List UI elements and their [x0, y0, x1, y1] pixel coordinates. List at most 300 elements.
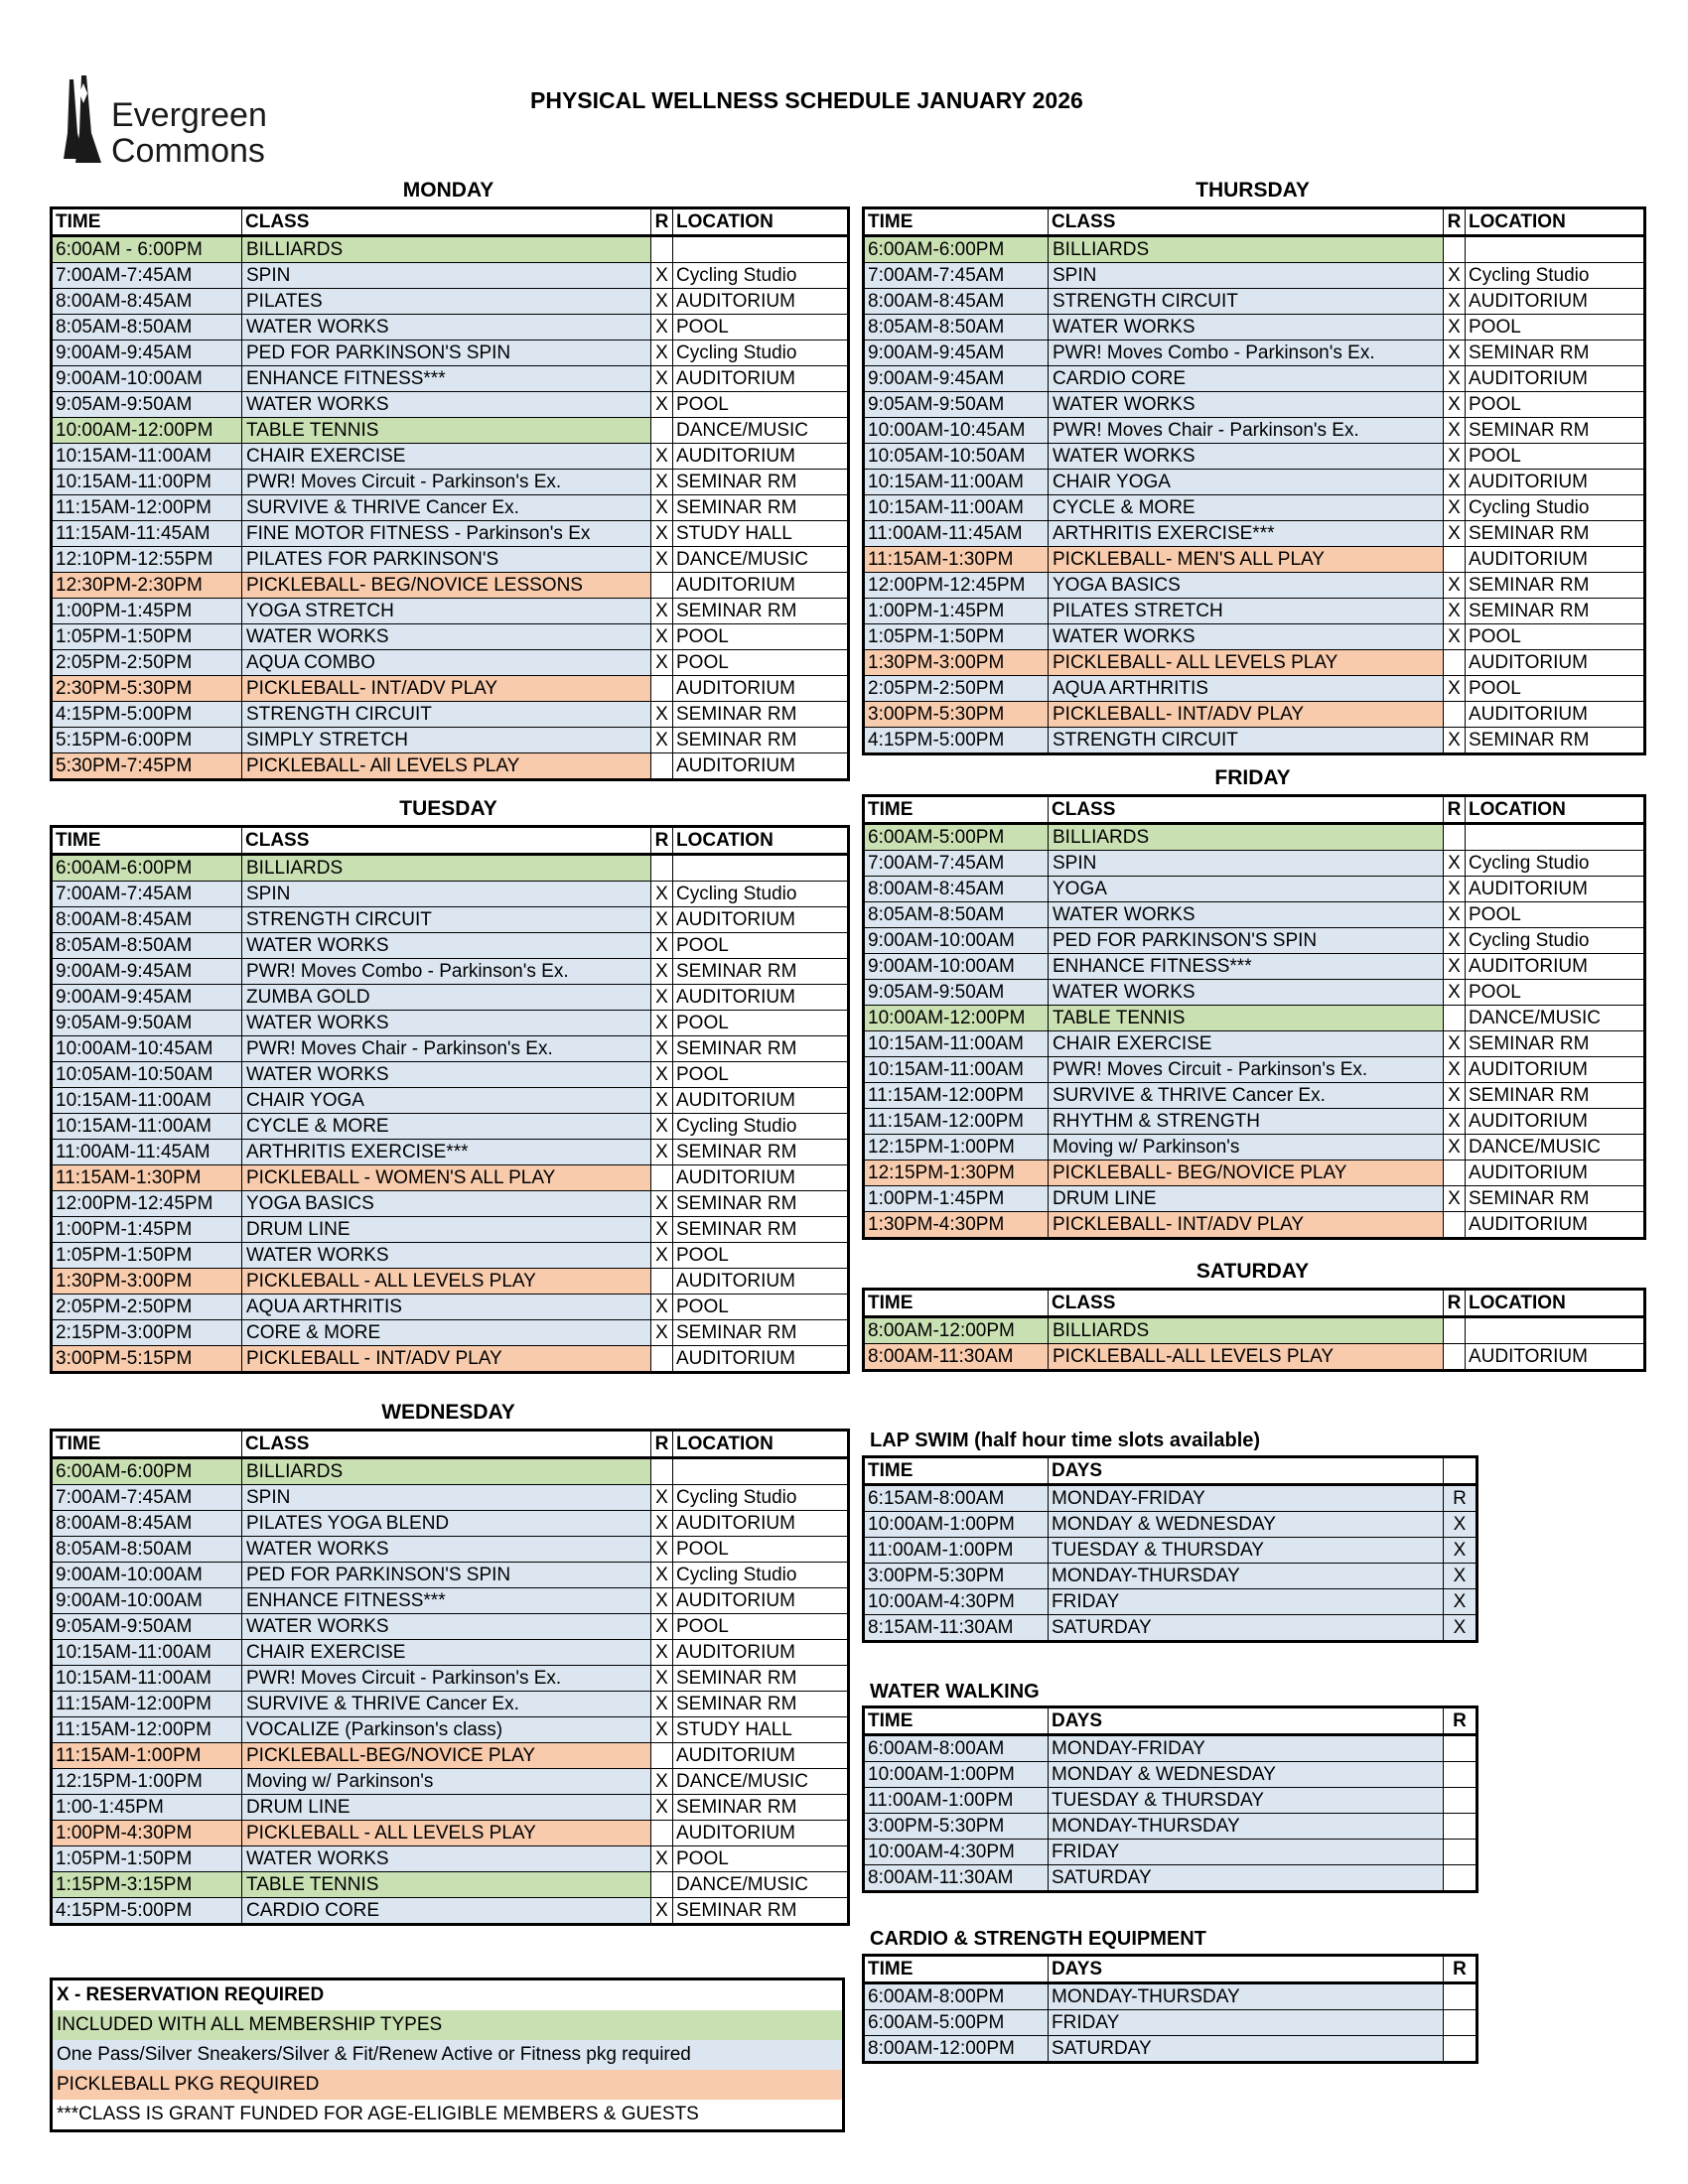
time-cell: 8:00AM-11:30AM: [864, 1344, 1049, 1371]
time-cell: 9:00AM-10:00AM: [52, 366, 242, 392]
class-cell: SURVIVE & THRIVE Cancer Ex.: [242, 495, 651, 521]
column-header: TIME: [52, 208, 242, 236]
days-cell: TUESDAY & THURSDAY: [1049, 1538, 1444, 1564]
reservation-cell: X: [651, 702, 673, 728]
time-cell: 9:00AM-9:45AM: [864, 341, 1049, 366]
reservation-cell: X: [651, 882, 673, 907]
reservation-cell: [651, 1269, 673, 1295]
reservation-cell: X: [651, 1769, 673, 1795]
time-cell: 1:00-1:45PM: [52, 1795, 242, 1821]
legend-pass: One Pass/Silver Sneakers/Silver & Fit/Renew Active or Fitness pkg required: [53, 2040, 842, 2070]
schedule-row: [864, 928, 1645, 954]
time-cell: 4:15PM-5:00PM: [52, 702, 242, 728]
schedule-row: [864, 1762, 1477, 1788]
reservation-cell: X: [651, 444, 673, 470]
schedule-row: [864, 1589, 1477, 1615]
class-cell: PICKLEBALL- MEN'S ALL PLAY: [1049, 547, 1444, 573]
location-cell: [1466, 824, 1645, 851]
reservation-cell: X: [1444, 1109, 1466, 1135]
reservation-cell: X: [1444, 418, 1466, 444]
reservation-cell: [651, 1165, 673, 1191]
location-cell: SEMINAR RM: [1466, 728, 1645, 754]
schedule-row: [864, 1735, 1477, 1762]
time-cell: 8:05AM-8:50AM: [52, 1537, 242, 1563]
location-cell: POOL: [1466, 444, 1645, 470]
location-cell: AUDITORIUM: [673, 907, 849, 933]
class-cell: PICKLEBALL - INT/ADV PLAY: [242, 1346, 651, 1373]
schedule-row: [864, 341, 1645, 366]
time-cell: 11:15AM-12:00PM: [864, 1109, 1049, 1135]
schedule-row: [864, 902, 1645, 928]
schedule-row: [864, 236, 1645, 263]
location-cell: Cycling Studio: [673, 1485, 849, 1511]
class-cell: CHAIR EXERCISE: [1049, 1031, 1444, 1057]
schedule-row: [52, 882, 849, 907]
schedule-row: [864, 315, 1645, 341]
time-cell: 11:15AM-11:45AM: [52, 521, 242, 547]
schedule-row: [52, 315, 849, 341]
header-row: [52, 1431, 849, 1458]
schedule-row: [864, 650, 1645, 676]
reservation-cell: X: [1444, 728, 1466, 754]
class-cell: CARDIO CORE: [1049, 366, 1444, 392]
reservation-cell: [1444, 1317, 1466, 1344]
schedule-row: [864, 1983, 1477, 2010]
time-cell: 1:00PM-1:45PM: [52, 599, 242, 624]
reservation-cell: X: [1444, 980, 1466, 1006]
cardio-table: [862, 1954, 1476, 2064]
schedule-row: [52, 907, 849, 933]
schedule-row: [52, 1614, 849, 1640]
header-row: [864, 1956, 1477, 1983]
logo-line-1: Evergreen: [111, 96, 267, 134]
location-cell: AUDITORIUM: [673, 1511, 849, 1537]
class-cell: PICKLEBALL - ALL LEVELS PLAY: [242, 1269, 651, 1295]
reservation-cell: X: [651, 1191, 673, 1217]
reservation-cell: [651, 1458, 673, 1485]
schedule-row: [52, 1872, 849, 1898]
class-cell: CORE & MORE: [242, 1320, 651, 1346]
time-cell: 10:00AM-1:00PM: [864, 1762, 1049, 1788]
class-cell: PWR! Moves Circuit - Parkinson's Ex.: [1049, 1057, 1444, 1083]
time-cell: 8:05AM-8:50AM: [52, 933, 242, 959]
legend-reservation: X - RESERVATION REQUIRED: [57, 1984, 325, 2005]
legend-grant: ***CLASS IS GRANT FUNDED FOR AGE-ELIGIBLE MEMBERS & GUESTS: [57, 2104, 699, 2124]
tuesday-table: [50, 825, 847, 1374]
column-header: R: [651, 827, 673, 855]
reservation-cell: X: [1444, 1512, 1477, 1538]
reservation-cell: X: [1444, 263, 1466, 289]
schedule-row: [864, 1212, 1645, 1239]
class-cell: PILATES YOGA BLEND: [242, 1511, 651, 1537]
location-cell: POOL: [673, 315, 849, 341]
reservation-cell: X: [651, 392, 673, 418]
time-cell: 2:15PM-3:00PM: [52, 1320, 242, 1346]
column-header: DAYS: [1049, 1457, 1444, 1485]
reservation-cell: [651, 1872, 673, 1898]
location-cell: POOL: [1466, 315, 1645, 341]
time-cell: 11:00AM-11:45AM: [864, 521, 1049, 547]
reservation-cell: X: [1444, 1083, 1466, 1109]
monday-table: [50, 206, 847, 781]
schedule-row: [52, 1743, 849, 1769]
reservation-cell: X: [651, 1485, 673, 1511]
reservation-cell: X: [1444, 1057, 1466, 1083]
wednesday-table: [50, 1429, 847, 1926]
schedule-row: [52, 341, 849, 366]
schedule-row: [864, 1083, 1645, 1109]
column-header: CLASS: [242, 1431, 651, 1458]
schedule-row: [864, 624, 1645, 650]
schedule-row: [52, 1769, 849, 1795]
time-cell: 11:15AM-12:00PM: [52, 495, 242, 521]
schedule-row: [52, 392, 849, 418]
location-cell: DANCE/MUSIC: [673, 418, 849, 444]
class-cell: BILLIARDS: [242, 236, 651, 263]
reservation-cell: [651, 676, 673, 702]
schedule-row: [864, 1135, 1645, 1160]
reservation-cell: [1444, 1006, 1466, 1031]
schedule-row: [52, 728, 849, 753]
schedule-row: [864, 1344, 1645, 1371]
time-cell: 9:05AM-9:50AM: [52, 1614, 242, 1640]
schedule-row: [52, 1563, 849, 1588]
schedule-row: [864, 1512, 1477, 1538]
time-cell: 7:00AM-7:45AM: [52, 1485, 242, 1511]
schedule-row: [52, 289, 849, 315]
time-cell: 4:15PM-5:00PM: [864, 728, 1049, 754]
legend-pickleball: PICKLEBALL PKG REQUIRED: [53, 2070, 842, 2100]
time-cell: 12:15PM-1:30PM: [864, 1160, 1049, 1186]
class-cell: ENHANCE FITNESS***: [242, 366, 651, 392]
legend: [50, 1978, 845, 2132]
time-cell: 9:00AM-10:00AM: [52, 1563, 242, 1588]
reservation-cell: X: [651, 1114, 673, 1140]
reservation-cell: X: [651, 1243, 673, 1269]
time-cell: 10:15AM-11:00AM: [864, 495, 1049, 521]
schedule-row: [52, 676, 849, 702]
water-walking-title: WATER WALKING: [870, 1681, 1040, 1703]
schedule-row: [52, 1511, 849, 1537]
class-cell: RHYTHM & STRENGTH: [1049, 1109, 1444, 1135]
class-cell: WATER WORKS: [242, 624, 651, 650]
time-cell: 6:00AM-6:00PM: [864, 236, 1049, 263]
class-cell: PICKLEBALL-BEG/NOVICE PLAY: [242, 1743, 651, 1769]
column-header: DAYS: [1049, 1707, 1444, 1735]
location-cell: SEMINAR RM: [673, 1140, 849, 1165]
schedule-row: [52, 1846, 849, 1872]
class-cell: Moving w/ Parkinson's: [1049, 1135, 1444, 1160]
column-header: CLASS: [1049, 1290, 1444, 1317]
class-cell: PICKLEBALL - WOMEN'S ALL PLAY: [242, 1165, 651, 1191]
reservation-cell: X: [651, 1062, 673, 1088]
schedule-row: [52, 1588, 849, 1614]
days-cell: FRIDAY: [1049, 2010, 1444, 2036]
class-cell: WATER WORKS: [242, 1537, 651, 1563]
class-cell: DRUM LINE: [242, 1795, 651, 1821]
time-cell: 6:00AM-6:00PM: [52, 855, 242, 882]
saturday-table: [862, 1288, 1643, 1372]
class-cell: SPIN: [1049, 851, 1444, 877]
column-header: R: [651, 208, 673, 236]
time-cell: 12:10PM-12:55PM: [52, 547, 242, 573]
class-cell: WATER WORKS: [1049, 444, 1444, 470]
location-cell: Cycling Studio: [1466, 851, 1645, 877]
class-cell: BILLIARDS: [1049, 1317, 1444, 1344]
class-cell: BILLIARDS: [242, 1458, 651, 1485]
time-cell: 1:05PM-1:50PM: [52, 624, 242, 650]
column-header: LOCATION: [673, 208, 849, 236]
class-cell: CYCLE & MORE: [1049, 495, 1444, 521]
class-cell: WATER WORKS: [242, 1846, 651, 1872]
location-cell: [1466, 236, 1645, 263]
schedule-row: [52, 263, 849, 289]
class-cell: PWR! Moves Chair - Parkinson's Ex.: [242, 1036, 651, 1062]
schedule-row: [864, 1615, 1477, 1642]
time-cell: 2:05PM-2:50PM: [52, 1295, 242, 1320]
time-cell: 10:15AM-11:00AM: [52, 1088, 242, 1114]
days-cell: FRIDAY: [1049, 1589, 1444, 1615]
time-cell: 10:00AM-12:00PM: [864, 1006, 1049, 1031]
schedule-row: [52, 1320, 849, 1346]
days-cell: SATURDAY: [1049, 2036, 1444, 2063]
location-cell: DANCE/MUSIC: [673, 1769, 849, 1795]
schedule-row: [864, 728, 1645, 754]
reservation-cell: [1444, 236, 1466, 263]
location-cell: SEMINAR RM: [1466, 341, 1645, 366]
schedule-row: [864, 289, 1645, 315]
column-header: R: [1444, 1707, 1477, 1735]
location-cell: [1466, 1317, 1645, 1344]
column-header: TIME: [864, 796, 1049, 824]
schedule-row: [864, 521, 1645, 547]
schedule-row: [864, 1814, 1477, 1840]
schedule-row: [864, 444, 1645, 470]
time-cell: 11:15AM-12:00PM: [52, 1692, 242, 1717]
time-cell: 8:00AM-8:45AM: [864, 289, 1049, 315]
class-cell: Moving w/ Parkinson's: [242, 1769, 651, 1795]
location-cell: AUDITORIUM: [673, 676, 849, 702]
time-cell: 9:00AM-9:45AM: [52, 341, 242, 366]
time-cell: 4:15PM-5:00PM: [52, 1898, 242, 1925]
time-cell: 11:15AM-1:30PM: [864, 547, 1049, 573]
class-cell: PWR! Moves Circuit - Parkinson's Ex.: [242, 1666, 651, 1692]
time-cell: 10:15AM-11:00PM: [52, 470, 242, 495]
time-cell: 3:00PM-5:30PM: [864, 1564, 1049, 1589]
evergreen-tree-icon: [62, 73, 107, 171]
schedule-row: [864, 1564, 1477, 1589]
column-header: TIME: [52, 1431, 242, 1458]
location-cell: DANCE/MUSIC: [1466, 1006, 1645, 1031]
time-cell: 2:30PM-5:30PM: [52, 676, 242, 702]
class-cell: SPIN: [242, 1485, 651, 1511]
reservation-cell: X: [651, 1088, 673, 1114]
schedule-row: [864, 470, 1645, 495]
time-cell: 3:00PM-5:30PM: [864, 702, 1049, 728]
schedule-row: [864, 418, 1645, 444]
reservation-cell: X: [651, 1217, 673, 1243]
class-cell: PWR! Moves Chair - Parkinson's Ex.: [1049, 418, 1444, 444]
time-cell: 10:00AM-10:45AM: [52, 1036, 242, 1062]
time-cell: 9:00AM-9:45AM: [864, 366, 1049, 392]
reservation-cell: X: [651, 1898, 673, 1925]
schedule-row: [52, 236, 849, 263]
location-cell: SEMINAR RM: [673, 1898, 849, 1925]
time-cell: 8:05AM-8:50AM: [864, 902, 1049, 928]
schedule-row: [52, 1485, 849, 1511]
location-cell: AUDITORIUM: [1466, 702, 1645, 728]
schedule-row: [864, 2036, 1477, 2063]
time-cell: 9:00AM-10:00AM: [52, 1588, 242, 1614]
location-cell: SEMINAR RM: [673, 599, 849, 624]
schedule-row: [52, 547, 849, 573]
class-cell: WATER WORKS: [1049, 392, 1444, 418]
schedule-row: [864, 573, 1645, 599]
column-header: LOCATION: [673, 827, 849, 855]
header-row: [52, 827, 849, 855]
water-walking-table: [862, 1706, 1476, 1893]
location-cell: SEMINAR RM: [673, 728, 849, 753]
location-cell: DANCE/MUSIC: [673, 1872, 849, 1898]
time-cell: 11:15AM-12:00PM: [864, 1083, 1049, 1109]
time-cell: 10:15AM-11:00AM: [864, 470, 1049, 495]
days-cell: MONDAY-THURSDAY: [1049, 1983, 1444, 2010]
location-cell: AUDITORIUM: [1466, 1109, 1645, 1135]
class-cell: ENHANCE FITNESS***: [242, 1588, 651, 1614]
schedule-row: [52, 418, 849, 444]
column-header: R: [1444, 1290, 1466, 1317]
column-header: R: [1444, 796, 1466, 824]
reservation-cell: X: [651, 495, 673, 521]
class-cell: YOGA BASICS: [1049, 573, 1444, 599]
location-cell: AUDITORIUM: [673, 753, 849, 780]
reservation-cell: X: [1444, 1564, 1477, 1589]
time-cell: 9:05AM-9:50AM: [52, 392, 242, 418]
class-cell: PED FOR PARKINSON'S SPIN: [242, 341, 651, 366]
reservation-cell: X: [1444, 366, 1466, 392]
location-cell: AUDITORIUM: [673, 573, 849, 599]
class-cell: WATER WORKS: [242, 1011, 651, 1036]
location-cell: SEMINAR RM: [673, 1795, 849, 1821]
location-cell: AUDITORIUM: [673, 1588, 849, 1614]
location-cell: AUDITORIUM: [1466, 366, 1645, 392]
reservation-cell: [651, 236, 673, 263]
time-cell: 9:00AM-10:00AM: [864, 928, 1049, 954]
time-cell: 1:00PM-1:45PM: [864, 1186, 1049, 1212]
schedule-row: [864, 1317, 1645, 1344]
class-cell: YOGA STRETCH: [242, 599, 651, 624]
time-cell: 7:00AM-7:45AM: [864, 851, 1049, 877]
class-cell: STRENGTH CIRCUIT: [1049, 289, 1444, 315]
class-cell: ARTHRITIS EXERCISE***: [242, 1140, 651, 1165]
location-cell: AUDITORIUM: [1466, 1344, 1645, 1371]
time-cell: 1:30PM-4:30PM: [864, 1212, 1049, 1239]
reservation-cell: X: [651, 1537, 673, 1563]
reservation-cell: X: [651, 599, 673, 624]
schedule-row: [864, 2010, 1477, 2036]
schedule-row: [52, 573, 849, 599]
reservation-cell: [1444, 2010, 1477, 2036]
reservation-cell: X: [651, 547, 673, 573]
schedule-row: [52, 599, 849, 624]
time-cell: 1:30PM-3:00PM: [864, 650, 1049, 676]
column-header: LOCATION: [1466, 1290, 1645, 1317]
location-cell: AUDITORIUM: [1466, 289, 1645, 315]
reservation-cell: X: [1444, 1135, 1466, 1160]
time-cell: 6:00AM-8:00PM: [864, 1983, 1049, 2010]
time-cell: 3:00PM-5:30PM: [864, 1814, 1049, 1840]
column-header: TIME: [864, 1707, 1049, 1735]
location-cell: DANCE/MUSIC: [1466, 1135, 1645, 1160]
class-cell: CHAIR EXERCISE: [242, 444, 651, 470]
reservation-cell: X: [1444, 954, 1466, 980]
class-cell: WATER WORKS: [242, 933, 651, 959]
location-cell: AUDITORIUM: [1466, 650, 1645, 676]
reservation-cell: [1444, 1840, 1477, 1865]
lap-swim-title: LAP SWIM (half hour time slots available): [870, 1430, 1261, 1451]
location-cell: Cycling Studio: [673, 263, 849, 289]
schedule-row: [864, 1840, 1477, 1865]
class-cell: PICKLEBALL-ALL LEVELS PLAY: [1049, 1344, 1444, 1371]
reservation-cell: X: [651, 650, 673, 676]
time-cell: 11:15AM-1:00PM: [52, 1743, 242, 1769]
reservation-cell: [651, 753, 673, 780]
class-cell: SURVIVE & THRIVE Cancer Ex.: [242, 1692, 651, 1717]
column-header: TIME: [864, 1956, 1049, 1983]
days-cell: SATURDAY: [1049, 1615, 1444, 1642]
days-cell: MONDAY-FRIDAY: [1049, 1485, 1444, 1512]
location-cell: STUDY HALL: [673, 1717, 849, 1743]
time-cell: 1:30PM-3:00PM: [52, 1269, 242, 1295]
cardio-title: CARDIO & STRENGTH EQUIPMENT: [870, 1928, 1206, 1950]
time-cell: 1:00PM-1:45PM: [52, 1217, 242, 1243]
time-cell: 10:00AM-1:00PM: [864, 1512, 1049, 1538]
time-cell: 3:00PM-5:15PM: [52, 1346, 242, 1373]
schedule-row: [52, 1269, 849, 1295]
days-cell: MONDAY & WEDNESDAY: [1049, 1512, 1444, 1538]
class-cell: FINE MOTOR FITNESS - Parkinson's Ex: [242, 521, 651, 547]
reservation-cell: X: [651, 263, 673, 289]
class-cell: AQUA COMBO: [242, 650, 651, 676]
reservation-cell: [1444, 650, 1466, 676]
reservation-cell: [1444, 1735, 1477, 1762]
schedule-row: [864, 1788, 1477, 1814]
schedule-row: [52, 650, 849, 676]
time-cell: 9:05AM-9:50AM: [52, 1011, 242, 1036]
class-cell: AQUA ARTHRITIS: [1049, 676, 1444, 702]
column-header: TIME: [52, 827, 242, 855]
location-cell: POOL: [673, 1537, 849, 1563]
location-cell: AUDITORIUM: [1466, 470, 1645, 495]
location-cell: AUDITORIUM: [673, 1346, 849, 1373]
class-cell: BILLIARDS: [1049, 824, 1444, 851]
time-cell: 1:05PM-1:50PM: [52, 1243, 242, 1269]
schedule-row: [52, 1114, 849, 1140]
class-cell: STRENGTH CIRCUIT: [242, 907, 651, 933]
class-cell: SPIN: [242, 263, 651, 289]
reservation-cell: X: [651, 341, 673, 366]
time-cell: 6:15AM-8:00AM: [864, 1485, 1049, 1512]
reservation-cell: X: [1444, 877, 1466, 902]
class-cell: PILATES: [242, 289, 651, 315]
class-cell: SIMPLY STRETCH: [242, 728, 651, 753]
class-cell: PILATES FOR PARKINSON'S: [242, 547, 651, 573]
reservation-cell: X: [651, 1666, 673, 1692]
class-cell: WATER WORKS: [1049, 315, 1444, 341]
time-cell: 8:05AM-8:50AM: [52, 315, 242, 341]
reservation-cell: [1444, 824, 1466, 851]
schedule-row: [52, 1036, 849, 1062]
